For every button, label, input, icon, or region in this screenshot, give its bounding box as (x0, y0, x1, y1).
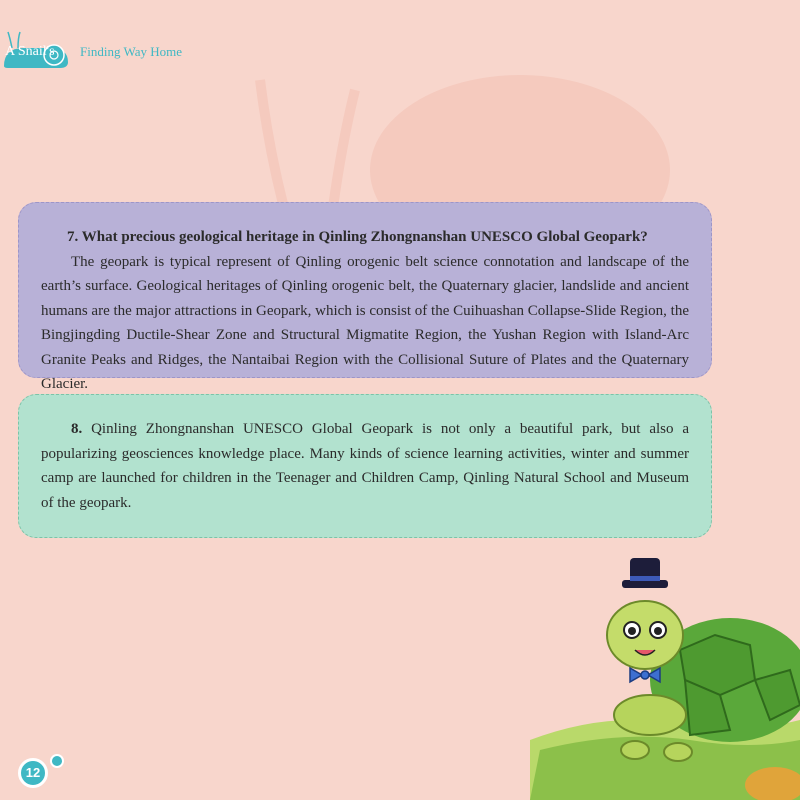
logo-text: A Snail's (5, 44, 55, 59)
question-7-card (18, 202, 712, 392)
question-7-title: 7. What precious geological heritage in Qinling Zhongnanshan UNESCO Global Geopark? (67, 229, 648, 245)
turtle-illustration (530, 540, 800, 800)
header-subtitle: Finding Way Home (80, 44, 182, 59)
question-8-body: Qinling Zhongnanshan UNESCO Global Geopark is not only a beautiful park, but also a popularizing geosciences knowledge place. Many kinds of science learning activities, winter and summer camp are launched for children in the Teenager and Children Camp, Qinling Natural School and Museum of the geopark. (41, 421, 689, 511)
question-8-number: 8. (71, 421, 83, 437)
question-8-paragraph (41, 417, 689, 515)
question-7-body: The geopark is typical represent of Qinling orogenic belt science connotation and landscape of the earth’s surface. Geological heritages of Qinling orogenic belt, the Quaternary glacier, landslide and ancient humans are the major attractions in Geopark, which is consist of the Cuihuashan Collapse-Slide Region, the Bingjingding Ductile-Shear Zone and Structural Migmatite Region, the Yushan Region with Island-Arc Granite Peaks and Ridges, the Nantaibai Region with the Collisional Suture of Plates and the Quaternary Glacier. (41, 253, 689, 392)
page-number-badge: 12 (18, 758, 48, 788)
page-number-dot (50, 754, 64, 768)
question-8-card (18, 394, 712, 538)
